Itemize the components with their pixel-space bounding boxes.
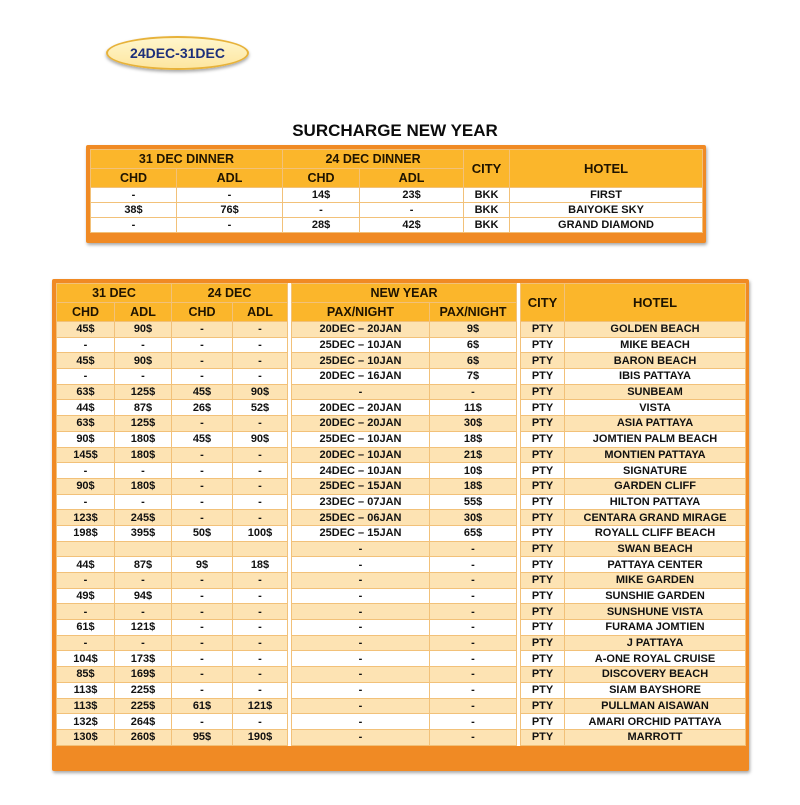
city-cell: PTY [521,447,565,463]
header-adl: ADL [233,303,288,322]
chd-31dec-cell: - [91,188,177,203]
table-row [57,714,746,730]
header-new-year: NEW YEAR [292,284,517,303]
city-cell: BKK [464,218,510,233]
city-cell: PTY [521,698,565,714]
table-row [57,510,746,526]
stay-period-cell: 25DEC – 06JAN [292,510,430,526]
city-cell: PTY [521,384,565,400]
stay-period-cell: 20DEC – 20JAN [292,322,430,338]
chd-31dec-cell: 45$ [57,322,115,338]
hotel-cell: ASIA PATTAYA [565,416,746,432]
stay-period-cell: 25DEC – 10JAN [292,431,430,447]
header-city: CITY [521,284,565,322]
hotel-cell: HILTON PATTAYA [565,494,746,510]
table-row [57,337,746,353]
stay-period-cell: 24DEC – 10JAN [292,463,430,479]
adl-24dec-cell: - [233,416,288,432]
chd-31dec-cell: - [57,337,115,353]
adl-31dec-cell: - [115,635,172,651]
table-row [57,541,746,557]
adl-31dec-cell: 180$ [115,447,172,463]
adl-24dec-cell: 121$ [233,698,288,714]
chd-24dec-cell: - [172,714,233,730]
header-chd: CHD [283,169,360,188]
chd-24dec-cell: - [172,573,233,589]
pax-night-price-cell: 7$ [430,369,517,385]
chd-31dec-cell: 38$ [91,203,177,218]
table-row [57,667,746,683]
adl-31dec-cell: 90$ [115,353,172,369]
adl-24dec-cell: - [233,573,288,589]
table-row [57,431,746,447]
hotel-cell: SIGNATURE [565,463,746,479]
adl-24dec-cell: - [233,322,288,338]
adl-31dec-cell: 125$ [115,416,172,432]
adl-31dec-cell: 225$ [115,682,172,698]
city-cell: PTY [521,525,565,541]
adl-24dec-cell: 42$ [360,218,464,233]
adl-24dec-cell: - [233,635,288,651]
chd-31dec-cell: - [57,369,115,385]
adl-24dec-cell: - [233,463,288,479]
chd-24dec-cell: 9$ [172,557,233,573]
table-row [57,478,746,494]
pax-night-price-cell: 11$ [430,400,517,416]
chd-24dec-cell: 26$ [172,400,233,416]
adl-31dec-cell: 264$ [115,714,172,730]
adl-31dec-cell [115,541,172,557]
hotel-cell: SWAN BEACH [565,541,746,557]
pax-night-price-cell: - [430,541,517,557]
chd-24dec-cell: - [172,604,233,620]
adl-31dec-cell: 180$ [115,478,172,494]
chd-31dec-cell: 113$ [57,682,115,698]
chd-24dec-cell: 14$ [283,188,360,203]
chd-24dec-cell: 95$ [172,729,233,745]
pax-night-price-cell: 10$ [430,463,517,479]
city-cell: PTY [521,620,565,636]
adl-31dec-cell: 245$ [115,510,172,526]
chd-24dec-cell: 45$ [172,431,233,447]
chd-31dec-cell: 90$ [57,431,115,447]
table-row [57,729,746,745]
adl-31dec-cell: 225$ [115,698,172,714]
adl-24dec-cell: - [233,588,288,604]
chd-31dec-cell: 63$ [57,384,115,400]
hotel-cell: MONTIEN PATTAYA [565,447,746,463]
chd-24dec-cell [172,541,233,557]
header-hotel: HOTEL [565,284,746,322]
city-cell: PTY [521,635,565,651]
adl-31dec-cell: 90$ [115,322,172,338]
chd-24dec-cell: - [172,478,233,494]
chd-24dec-cell: - [172,635,233,651]
hotel-cell: J PATTAYA [565,635,746,651]
table-row [57,322,746,338]
table-row [57,651,746,667]
chd-31dec-cell: - [57,635,115,651]
header-chd: CHD [57,303,115,322]
hotel-cell: GOLDEN BEACH [565,322,746,338]
header-31dec: 31 DEC [57,284,172,303]
table-row [57,573,746,589]
adl-31dec-cell: 169$ [115,667,172,683]
hotel-cell: A-ONE ROYAL CRUISE [565,651,746,667]
header-24dec: 24 DEC [172,284,288,303]
chd-31dec-cell: 61$ [57,620,115,636]
adl-31dec-cell: - [115,494,172,510]
adl-24dec-cell: - [233,651,288,667]
adl-31dec-cell: 87$ [115,400,172,416]
city-cell: PTY [521,416,565,432]
pax-night-price-cell: - [430,604,517,620]
city-cell: PTY [521,573,565,589]
hotel-cell: MIKE BEACH [565,337,746,353]
chd-24dec-cell: - [172,463,233,479]
hotel-cell: JOMTIEN PALM BEACH [565,431,746,447]
city-cell: PTY [521,651,565,667]
pax-night-price-cell: - [430,588,517,604]
chd-31dec-cell: 123$ [57,510,115,526]
adl-24dec-cell: - [233,620,288,636]
pax-night-price-cell: - [430,635,517,651]
pty-surcharge-table-frame [52,279,749,771]
city-cell: PTY [521,557,565,573]
pax-night-price-cell: 30$ [430,510,517,526]
adl-31dec-cell: - [177,188,283,203]
header-adl: ADL [177,169,283,188]
adl-31dec-cell: - [177,218,283,233]
table-row [57,698,746,714]
stay-period-cell: - [292,651,430,667]
city-cell: PTY [521,714,565,730]
chd-24dec-cell: 61$ [172,698,233,714]
city-cell: PTY [521,369,565,385]
table-row [91,203,703,218]
table-row [57,635,746,651]
hotel-cell: BAIYOKE SKY [510,203,703,218]
stay-period-cell: - [292,698,430,714]
page-title: SURCHARGE NEW YEAR [292,121,498,140]
table-row [91,218,703,233]
chd-31dec-cell: 113$ [57,698,115,714]
table-row [57,557,746,573]
adl-24dec-cell: - [233,510,288,526]
adl-24dec-cell: - [233,353,288,369]
pax-night-price-cell: - [430,729,517,745]
stay-period-cell: 20DEC – 16JAN [292,369,430,385]
chd-24dec-cell: - [172,447,233,463]
hotel-cell: MARROTT [565,729,746,745]
stay-period-cell: - [292,714,430,730]
pax-night-price-cell: - [430,620,517,636]
chd-31dec-cell: 44$ [57,557,115,573]
adl-24dec-cell: 23$ [360,188,464,203]
stay-period-cell: 25DEC – 10JAN [292,353,430,369]
hotel-cell: BARON BEACH [565,353,746,369]
adl-31dec-cell: - [115,604,172,620]
hotel-cell: FURAMA JOMTIEN [565,620,746,636]
hotel-cell: PULLMAN AISAWAN [565,698,746,714]
stay-period-cell: 20DEC – 20JAN [292,416,430,432]
chd-31dec-cell: 132$ [57,714,115,730]
header-adl: ADL [115,303,172,322]
stay-period-cell: - [292,604,430,620]
chd-24dec-cell: - [172,651,233,667]
adl-24dec-cell: - [233,604,288,620]
city-cell: PTY [521,729,565,745]
chd-24dec-cell: - [172,510,233,526]
header-adl: ADL [360,169,464,188]
stay-period-cell: - [292,573,430,589]
chd-31dec-cell: 85$ [57,667,115,683]
table-row [57,463,746,479]
stay-period-cell: - [292,557,430,573]
stay-period-cell: - [292,667,430,683]
adl-31dec-cell: 121$ [115,620,172,636]
stay-period-cell: 25DEC – 10JAN [292,337,430,353]
stay-period-cell: - [292,635,430,651]
stay-period-cell: 20DEC – 10JAN [292,447,430,463]
hotel-cell: SUNBEAM [565,384,746,400]
city-cell: PTY [521,604,565,620]
adl-24dec-cell: - [233,369,288,385]
chd-24dec-cell: - [172,682,233,698]
adl-24dec-cell: - [233,494,288,510]
city-cell: PTY [521,494,565,510]
adl-24dec-cell: - [233,478,288,494]
hotel-cell: MIKE GARDEN [565,573,746,589]
city-cell: PTY [521,478,565,494]
chd-31dec-cell [57,541,115,557]
city-cell: BKK [464,203,510,218]
hotel-cell: IBIS PATTAYA [565,369,746,385]
table-row [57,604,746,620]
hotel-cell: SUNSHUNE VISTA [565,604,746,620]
chd-24dec-cell: - [172,369,233,385]
bkk-surcharge-table-frame [86,145,706,243]
chd-31dec-cell: - [91,218,177,233]
adl-24dec-cell: 90$ [233,431,288,447]
pax-night-price-cell: 55$ [430,494,517,510]
city-cell: PTY [521,431,565,447]
pax-night-price-cell: - [430,384,517,400]
chd-24dec-cell: - [172,416,233,432]
pax-night-price-cell: 6$ [430,353,517,369]
chd-31dec-cell: 63$ [57,416,115,432]
city-cell: PTY [521,541,565,557]
stay-period-cell: - [292,620,430,636]
city-cell: PTY [521,510,565,526]
pty-surcharge-table [56,283,746,746]
chd-24dec-cell: - [172,322,233,338]
header-31dec-dinner: 31 DEC DINNER [91,150,283,169]
chd-31dec-cell: 90$ [57,478,115,494]
adl-24dec-cell: - [233,337,288,353]
city-cell: BKK [464,188,510,203]
chd-31dec-cell: 130$ [57,729,115,745]
date-range-badge: 24DEC-31DEC [106,36,249,70]
adl-31dec-cell: 125$ [115,384,172,400]
bkk-table-body [91,188,703,233]
pax-night-price-cell: - [430,698,517,714]
hotel-cell: SIAM BAYSHORE [565,682,746,698]
chd-24dec-cell: 45$ [172,384,233,400]
header-city: CITY [464,150,510,188]
hotel-cell: ROYALL CLIFF BEACH [565,525,746,541]
pax-night-price-cell: 6$ [430,337,517,353]
hotel-cell: FIRST [510,188,703,203]
chd-31dec-cell: 45$ [57,353,115,369]
table-row [57,447,746,463]
chd-31dec-cell: - [57,463,115,479]
chd-31dec-cell: 198$ [57,525,115,541]
stay-period-cell: - [292,384,430,400]
table-row [91,188,703,203]
chd-31dec-cell: 145$ [57,447,115,463]
header-chd: CHD [91,169,177,188]
table-row [57,369,746,385]
table-row [57,384,746,400]
adl-31dec-cell: 87$ [115,557,172,573]
adl-31dec-cell: 395$ [115,525,172,541]
stay-period-cell: 25DEC – 15JAN [292,525,430,541]
pax-night-price-cell: 21$ [430,447,517,463]
adl-24dec-cell: 100$ [233,525,288,541]
adl-31dec-cell: - [115,463,172,479]
adl-24dec-cell: - [233,682,288,698]
pax-night-price-cell: - [430,682,517,698]
table-row [57,400,746,416]
adl-24dec-cell: 52$ [233,400,288,416]
hotel-cell: GRAND DIAMOND [510,218,703,233]
stay-period-cell: 20DEC – 20JAN [292,400,430,416]
chd-31dec-cell: - [57,604,115,620]
chd-24dec-cell: 50$ [172,525,233,541]
adl-24dec-cell: 90$ [233,384,288,400]
adl-24dec-cell [233,541,288,557]
chd-24dec-cell: - [283,203,360,218]
chd-24dec-cell: 28$ [283,218,360,233]
adl-31dec-cell: 180$ [115,431,172,447]
chd-24dec-cell: - [172,494,233,510]
table-row [57,620,746,636]
stay-period-cell: 25DEC – 15JAN [292,478,430,494]
adl-24dec-cell: - [233,667,288,683]
city-cell: PTY [521,400,565,416]
table-row [57,588,746,604]
hotel-cell: SUNSHIE GARDEN [565,588,746,604]
adl-24dec-cell: 190$ [233,729,288,745]
adl-31dec-cell: 76$ [177,203,283,218]
chd-24dec-cell: - [172,588,233,604]
chd-31dec-cell: 44$ [57,400,115,416]
hotel-cell: PATTAYA CENTER [565,557,746,573]
header-pax-night: PAX/NIGHT [430,303,517,322]
pax-night-price-cell: - [430,714,517,730]
pty-table-body [57,322,746,746]
pax-night-price-cell: - [430,557,517,573]
stay-period-cell: - [292,588,430,604]
hotel-cell: DISCOVERY BEACH [565,667,746,683]
adl-24dec-cell: - [233,447,288,463]
adl-31dec-cell: - [115,573,172,589]
pax-night-price-cell: 30$ [430,416,517,432]
city-cell: PTY [521,682,565,698]
adl-31dec-cell: 260$ [115,729,172,745]
city-cell: PTY [521,588,565,604]
chd-24dec-cell: - [172,337,233,353]
pax-night-price-cell: 18$ [430,431,517,447]
adl-24dec-cell: 18$ [233,557,288,573]
pax-night-price-cell: 18$ [430,478,517,494]
stay-period-cell: - [292,541,430,557]
bkk-surcharge-table [90,149,703,233]
table-row [57,525,746,541]
hotel-cell: AMARI ORCHID PATTAYA [565,714,746,730]
stay-period-cell: - [292,729,430,745]
pax-night-price-cell: 65$ [430,525,517,541]
adl-24dec-cell: - [360,203,464,218]
table-row [57,416,746,432]
header-hotel: HOTEL [510,150,703,188]
stay-period-cell: - [292,682,430,698]
adl-24dec-cell: - [233,714,288,730]
pax-night-price-cell: 9$ [430,322,517,338]
city-cell: PTY [521,337,565,353]
chd-31dec-cell: - [57,494,115,510]
hotel-cell: GARDEN CLIFF [565,478,746,494]
chd-31dec-cell: - [57,573,115,589]
hotel-cell: VISTA [565,400,746,416]
pax-night-price-cell: - [430,573,517,589]
pax-night-price-cell: - [430,651,517,667]
table-row [57,353,746,369]
city-cell: PTY [521,353,565,369]
chd-24dec-cell: - [172,620,233,636]
chd-24dec-cell: - [172,353,233,369]
hotel-cell: CENTARA GRAND MIRAGE [565,510,746,526]
header-chd: CHD [172,303,233,322]
city-cell: PTY [521,322,565,338]
header-24dec-dinner: 24 DEC DINNER [283,150,464,169]
city-cell: PTY [521,463,565,479]
adl-31dec-cell: 94$ [115,588,172,604]
city-cell: PTY [521,667,565,683]
chd-31dec-cell: 104$ [57,651,115,667]
table-row [57,682,746,698]
table-row [57,494,746,510]
header-pax-night: PAX/NIGHT [292,303,430,322]
stay-period-cell: 23DEC – 07JAN [292,494,430,510]
chd-31dec-cell: 49$ [57,588,115,604]
adl-31dec-cell: - [115,337,172,353]
pax-night-price-cell: - [430,667,517,683]
adl-31dec-cell: 173$ [115,651,172,667]
chd-24dec-cell: - [172,667,233,683]
adl-31dec-cell: - [115,369,172,385]
